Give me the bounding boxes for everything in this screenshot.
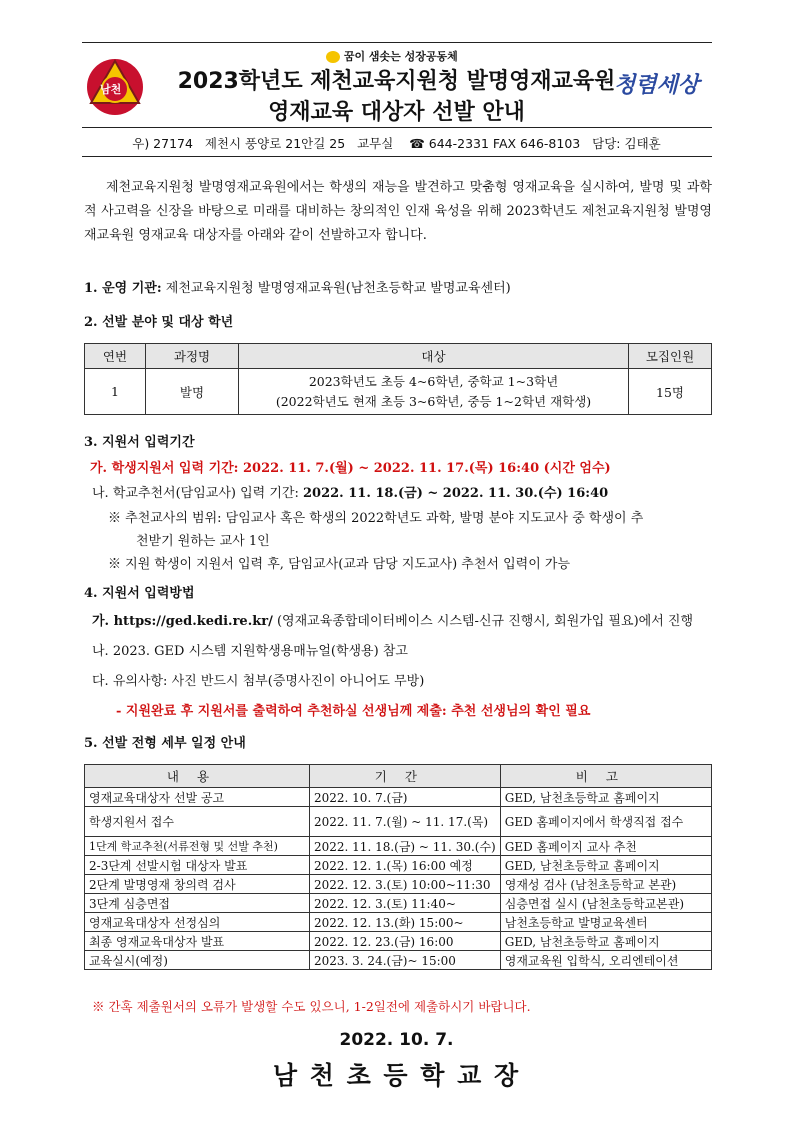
cell-content: 영재교육대상자 선정심의	[85, 913, 310, 932]
doc-subtitle: 영재교육 대상자 선발 안내	[268, 100, 525, 125]
note-recommender-2: 천받기 원하는 교사 1인	[136, 534, 270, 549]
cell-count: 15명	[629, 369, 712, 415]
issue-date: 2022. 10. 7.	[339, 1030, 454, 1050]
cell-remark: GED 홈페이지에서 학생직접 접수	[500, 807, 711, 837]
teacher-recommend-date: 2022. 11. 18.(금) ~ 2022. 11. 30.(수) 16:40	[303, 486, 609, 501]
table-row	[85, 913, 712, 932]
student-application-period: 가. 학생지원서 입력 기간: 2022. 11. 7.(월) ~ 2022. 11. 17.(목) 16:40 (시간 엄수)	[90, 461, 611, 476]
col-content: 내용	[85, 765, 310, 788]
cell-period: 2022. 12. 3.(토) 11:40~	[310, 894, 501, 913]
submission-note: ※ 간혹 제출원서의 오류가 발생할 수도 있으니, 1-2일전에 제출하시기 바랍니다.	[92, 999, 531, 1014]
cell-content: 1단계 학교추천(서류전형 및 선발 추천)	[85, 837, 310, 856]
cell-remark: 영재교육원 입학식, 오리엔테이션	[500, 951, 711, 970]
cell-content: 영재교육대상자 선발 공고	[85, 788, 310, 807]
table-row	[85, 807, 712, 837]
cell-content: 학생지원서 접수	[85, 807, 310, 837]
table-row	[85, 856, 712, 875]
slogan-icon	[326, 51, 340, 63]
header-rule	[82, 127, 712, 128]
cell-remark: GED, 남천초등학교 홈페이지	[500, 932, 711, 951]
section-1	[84, 277, 511, 296]
col-period: 기간	[310, 765, 501, 788]
contact-line: 우) 27174 제천시 풍양로 21안길 25 교무실 ☎ 644-2331 FAX 646-8103 담당: 김태훈	[132, 136, 661, 151]
cell-period: 2023. 3. 24.(금)~ 15:00	[310, 951, 501, 970]
clean-world-logo: 청렴세상	[614, 73, 700, 98]
table-row	[85, 932, 712, 951]
cell-period: 2022. 10. 7.(금)	[310, 788, 501, 807]
cell-period: 2022. 11. 7.(월) ~ 11. 17.(목)	[310, 807, 501, 837]
cell-remark: 영재성 검사 (남천초등학교 본관)	[500, 875, 711, 894]
cell-target-line2: (2022학년도 현재 초등 3~6학년, 중등 1~2학년 재학생)	[275, 393, 592, 409]
cell-remark: GED, 남천초등학교 홈페이지	[500, 788, 711, 807]
section-4-title: 4. 지원서 입력방법	[84, 586, 195, 601]
cell-period: 2022. 12. 13.(화) 15:00~	[310, 913, 501, 932]
slogan	[326, 48, 458, 64]
section-3-title: 3. 지원서 입력기간	[84, 435, 195, 450]
cell-remark: 남천초등학교 발명교육센터	[500, 913, 711, 932]
method-a	[92, 610, 693, 629]
teacher-recommend-period	[92, 482, 608, 501]
section-2-title: 2. 선발 분야 및 대상 학년	[84, 315, 234, 330]
note-input-order: ※ 지원 학생이 지원서 입력 후, 담임교사(교과 담당 지도교사) 추천서 입력이 가능	[108, 557, 571, 572]
contact-rule	[82, 156, 712, 157]
slogan-text: 꿈이 샘솟는 성장공동체	[343, 50, 458, 63]
cell-period: 2022. 11. 18.(금) ~ 11. 30.(수)	[310, 837, 501, 856]
signer: 남 천 초 등 학 교 장	[272, 1061, 521, 1090]
cell-period: 2022. 12. 3.(토) 10:00~11:30	[310, 875, 501, 894]
teacher-recommend-label: 나. 학교추천서(담임교사) 입력 기간:	[92, 486, 303, 501]
section-1-text: 제천교육지원청 발명영재교육원(남천초등학교 발명교육센터)	[161, 281, 511, 296]
cell-remark: GED 홈페이지 교사 추천	[500, 837, 711, 856]
intro-paragraph: 제천교육지원청 발명영재교육원에서는 학생의 재능을 발견하고 맞춤형 영재교육을 실시하여, 발명 및 과학적 사고력을 신장을 바탕으로 미래를 대비하는 창의적인 인재 육성을 위해 2023학년도 제천교육지원청 발명영재교육원 영재교육 대상자를 아래와 같이 선발하고자 합니다.	[84, 180, 712, 243]
school-logo-text: 남천	[100, 83, 122, 96]
note-recommender-1: ※ 추천교사의 범위: 담임교사 혹은 학생의 2022학년도 과학, 발명 분야 지도교사 중 학생이 추	[108, 511, 644, 526]
cell-content: 2-3단계 선발시험 대상자 발표	[85, 856, 310, 875]
cell-number: 1	[85, 369, 146, 415]
cell-period: 2022. 12. 1.(목) 16:00 예정	[310, 856, 501, 875]
cell-target	[239, 369, 629, 415]
table-row	[85, 894, 712, 913]
target-table-header	[85, 344, 712, 369]
col-remark: 비고	[500, 765, 711, 788]
cell-content: 최종 영재교육대상자 발표	[85, 932, 310, 951]
section-1-title: 1. 운영 기관:	[84, 281, 162, 296]
cell-course: 발명	[146, 369, 239, 415]
cell-content: 3단계 심층면접	[85, 894, 310, 913]
col-target: 대상	[239, 344, 629, 369]
section-5-title: 5. 선발 전형 세부 일정 안내	[84, 736, 246, 751]
method-a-text: (영재교육종합데이터베이스 시스템-신규 진행시, 회원가입 필요)에서 진행	[272, 614, 694, 629]
cell-period: 2022. 12. 23.(금) 16:00	[310, 932, 501, 951]
cell-remark: GED, 남천초등학교 홈페이지	[500, 856, 711, 875]
schedule-table	[84, 764, 712, 970]
cell-target-line1: 2023학년도 초등 4~6학년, 중학교 1~3학년	[308, 373, 559, 389]
col-number: 연번	[85, 344, 146, 369]
table-row	[85, 369, 712, 415]
table-row	[85, 837, 712, 856]
cell-remark: 심층면접 실시 (남천초등학교본관)	[500, 894, 711, 913]
cell-content: 2단계 발명영재 창의력 검사	[85, 875, 310, 894]
top-rule	[82, 42, 712, 43]
ged-link[interactable]: 가. https://ged.kedi.re.kr/	[92, 614, 273, 629]
col-course: 과정명	[146, 344, 239, 369]
submission-warning: - 지원완료 후 지원서를 출력하여 추천하실 선생님께 제출: 추천 선생님의 확인 필요	[116, 704, 591, 719]
doc-title: 2023학년도 제천교육지원청 발명영재교육원	[177, 69, 616, 94]
table-row	[85, 951, 712, 970]
cell-content: 교육실시(예정)	[85, 951, 310, 970]
method-b: 나. 2023. GED 시스템 지원학생용매뉴얼(학생용) 참고	[92, 644, 408, 659]
table-row	[85, 875, 712, 894]
schedule-header	[85, 765, 712, 788]
col-count: 모집인원	[629, 344, 712, 369]
method-c: 다. 유의사항: 사진 반드시 첨부(증명사진이 아니어도 무방)	[92, 674, 425, 689]
table-row	[85, 788, 712, 807]
target-table	[84, 343, 712, 415]
